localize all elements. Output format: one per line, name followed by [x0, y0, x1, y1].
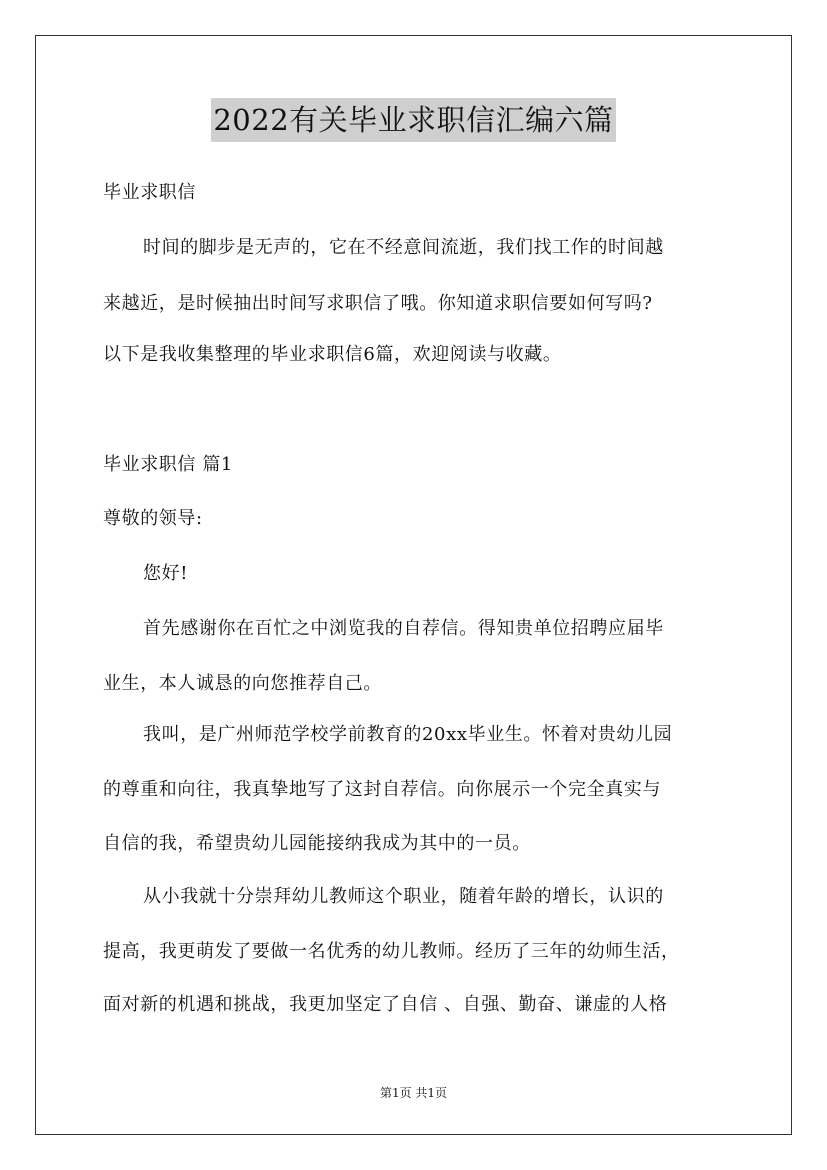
intro-line: 时间的脚步是无声的，它在不经意间流逝，我们找工作的时间越 [143, 237, 664, 258]
paragraph-line: 提高，我更萌发了要做一名优秀的幼儿教师。经历了三年的幼师生活， [103, 941, 680, 962]
greeting: 您好! [143, 563, 189, 584]
paragraph-line: 首先感谢你在百忙之中浏览我的自荐信。得知贵单位招聘应届毕 [143, 618, 664, 639]
section-heading: 毕业求职信 [103, 182, 196, 203]
paragraph-line: 自信的我，希望贵幼儿园能接纳我成为其中的一员。 [103, 833, 531, 854]
paragraph-line: 面对新的机遇和挑战，我更加坚定了自信 、自强、勤奋、谦虚的人格 [103, 994, 668, 1015]
intro-line: 以下是我收集整理的毕业求职信6篇，欢迎阅读与收藏。 [103, 344, 562, 365]
paragraph-line: 我叫，是广州师范学校学前教育的20xx毕业生。怀着对贵幼儿园 [143, 724, 673, 745]
salutation: 尊敬的领导: [103, 508, 203, 529]
page-footer: 第1页 共1页 [379, 1086, 448, 1100]
document-title: 2022有关毕业求职信汇编六篇 [211, 98, 615, 142]
intro-line: 来越近，是时候抽出时间写求职信了哦。你知道求职信要如何写吗? [103, 293, 653, 314]
letter-heading: 毕业求职信 篇1 [103, 454, 233, 475]
title-container [0, 98, 827, 142]
paragraph-line: 业生，本人诚恳的向您推荐自己。 [103, 673, 382, 694]
paragraph-line: 从小我就十分崇拜幼儿教师这个职业，随着年龄的增长，认识的 [143, 886, 664, 907]
paragraph-line: 的尊重和向往，我真挚地写了这封自荐信。向你展示一个完全真实与 [103, 779, 661, 800]
